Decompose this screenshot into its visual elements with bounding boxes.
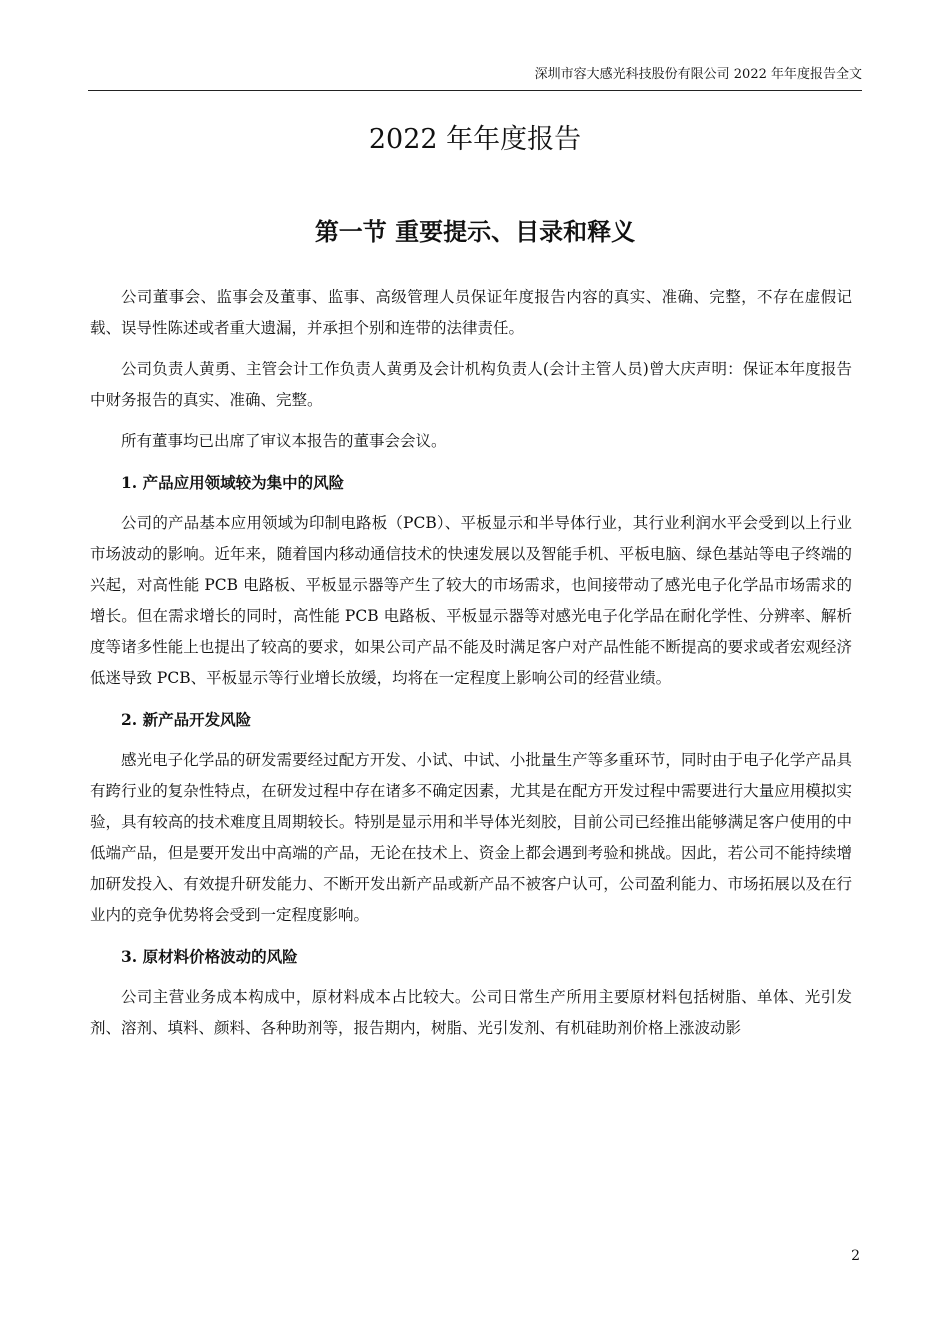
risk-paragraph-3: 公司主营业务成本构成中，原材料成本占比较大。公司日常生产所用主要原材料包括树脂、单体、光引发剂、溶剂、填料、颜料、各种助剂等，报告期内，树脂、光引发剂、有机硅助剂价格上涨波动影 bbox=[90, 988, 852, 1037]
header-text: 深圳市容大感光科技股份有限公司 2022 年年度报告全文 bbox=[534, 67, 862, 82]
responsibility-statement-paragraph: 公司负责人黄勇、主管会计工作负责人黄勇及会计机构负责人(会计主管人员)曾大庆声明：保证本年度报告中财务报告的真实、准确、完整。 bbox=[90, 360, 852, 409]
risk-heading-3: 3. 原材料价格波动的风险 bbox=[121, 947, 298, 966]
risk-heading-2: 2. 新产品开发风险 bbox=[121, 710, 252, 729]
page-number: 2 bbox=[851, 1248, 860, 1264]
risk-paragraph-1: 公司的产品基本应用领域为印制电路板（PCB）、平板显示和半导体行业，其行业利润水平会受到以上行业市场波动的影响。近年来，随着国内移动通信技术的快速发展以及智能手机、平板电脑、绿色基站等电子终端的兴起，对高性能 PCB 电路板、平板显示器等产生了较大的市场需求，也间接带动了感光电子化学品市场需求的增长。但在需求增长的同时，高性能 PCB 电路板、平板显示器等对感光电子化学品在耐化学性、分辨率、解析度等诸多性能上也提出了较高的要求，如果公司产品不能及时满足客户对产品性能不断提高的要求或者宏观经济低迷导致 PCB、平板显示等行业增长放缓，均将在一定程度上影响公司的经营业绩。 bbox=[90, 514, 852, 687]
risk-heading-1: 1. 产品应用领域较为集中的风险 bbox=[121, 473, 345, 492]
body-text bbox=[90, 282, 852, 1054]
disclaimer-paragraph: 公司董事会、监事会及董事、监事、高级管理人员保证年度报告内容的真实、准确、完整，不存在虚假记载、误导性陈述或者重大遗漏，并承担个别和连带的法律责任。 bbox=[90, 288, 852, 337]
risk-paragraph-2: 感光电子化学品的研发需要经过配方开发、小试、中试、小批量生产等多重环节，同时由于电子化学产品具有跨行业的复杂性特点，在研发过程中存在诸多不确定因素，尤其是在配方开发过程中需要进行大量应用模拟实验，具有较高的技术难度且周期较长。特别是显示用和半导体光刻胶，目前公司已经推出能够满足客户使用的中低端产品，但是要开发出中高端的产品，无论在技术上、资金上都会遇到考验和挑战。因此，若公司不能持续增加研发投入、有效提升研发能力、不断开发出新产品或新产品不被客户认可，公司盈利能力、市场拓展以及在行业内的竞争优势将会受到一定程度影响。 bbox=[90, 751, 852, 924]
document-title: 2022 年年度报告 bbox=[368, 124, 582, 155]
section-title: 第一节 重要提示、目录和释义 bbox=[314, 217, 636, 246]
page-header bbox=[88, 66, 862, 91]
board-attendance-paragraph: 所有董事均已出席了审议本报告的董事会会议。 bbox=[121, 432, 447, 450]
